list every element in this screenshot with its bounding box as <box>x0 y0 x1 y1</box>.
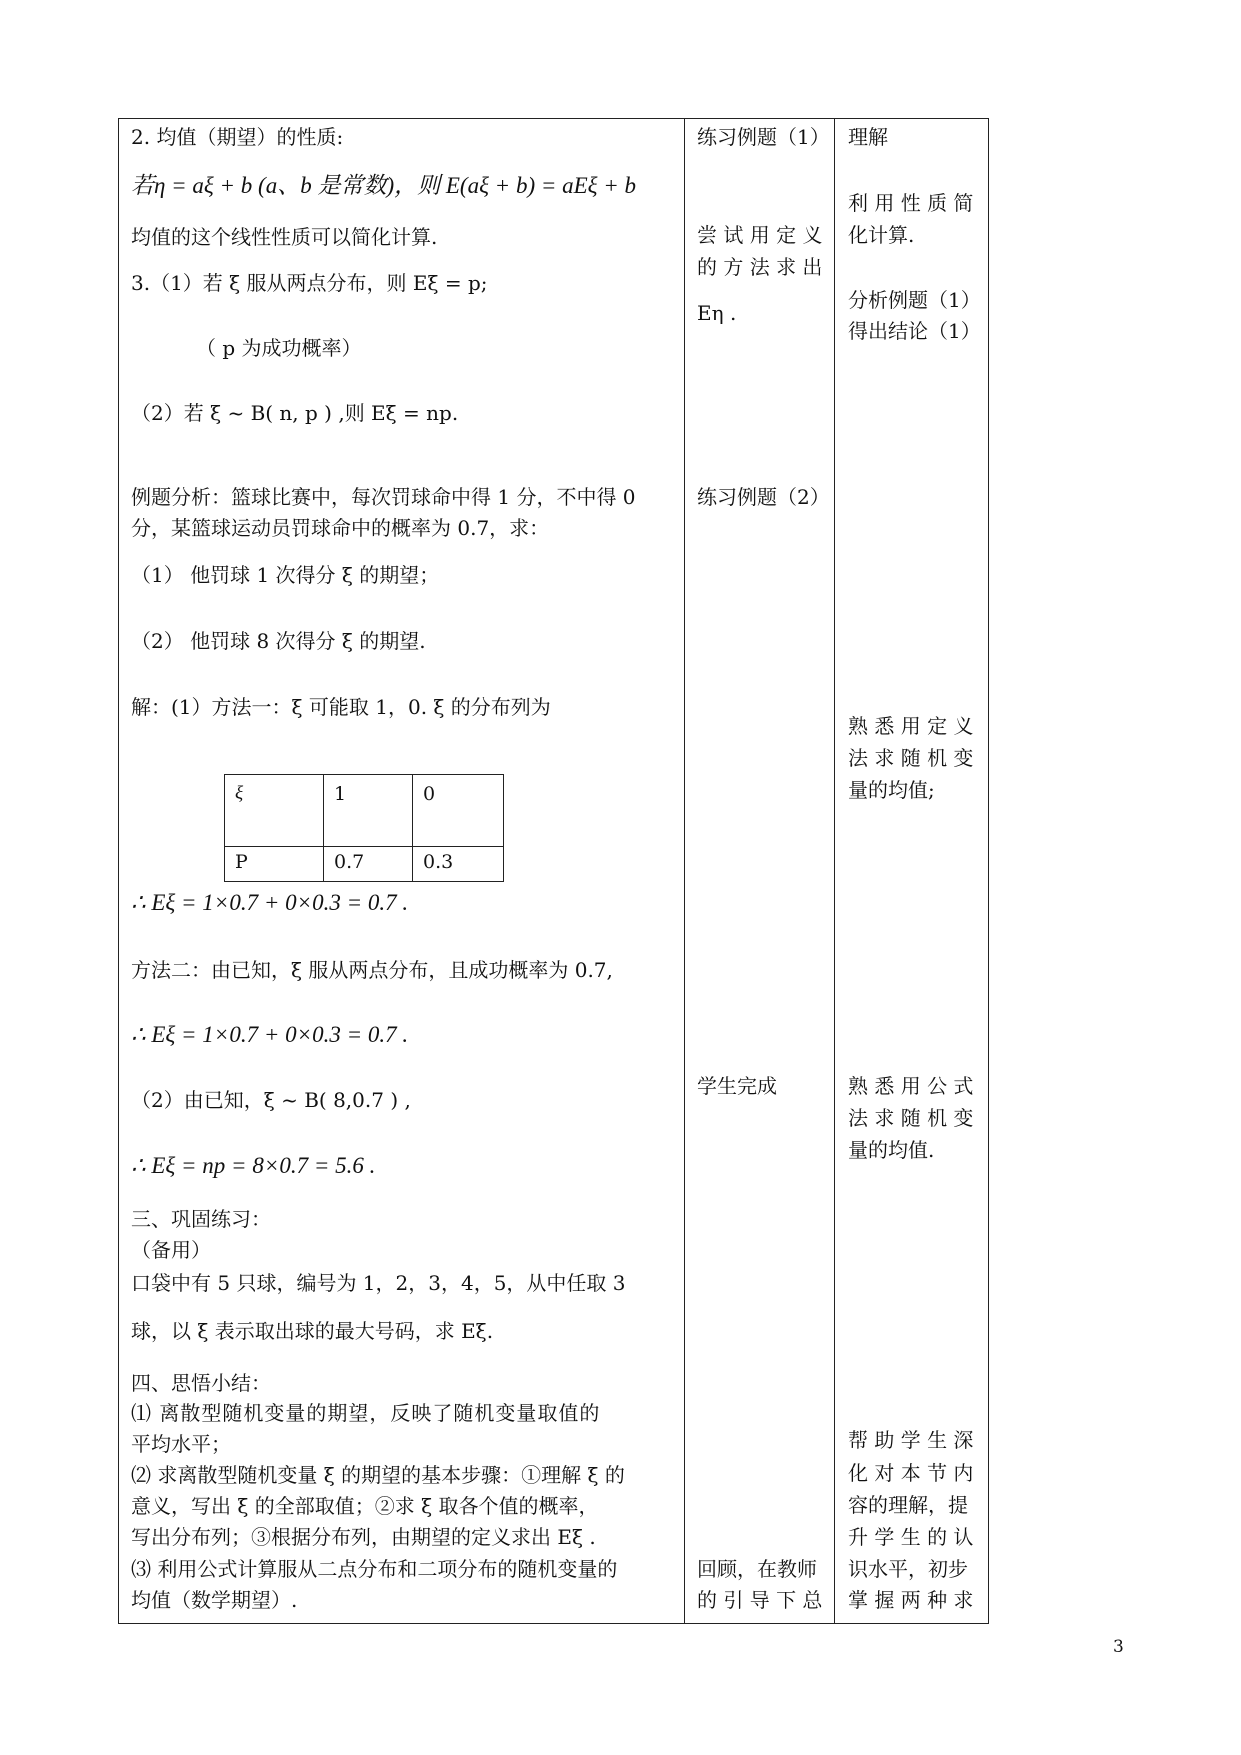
intent-summary-2: 化 对 本 节 内 <box>848 1461 974 1485</box>
property-heading: 2. 均值（期望）的性质: <box>131 125 344 149</box>
summary-item-2-line2: 意义，写出 ξ 的全部取值；②求 ξ 取各个值的概率， <box>131 1494 599 1518</box>
table-cell: 0.7 <box>324 847 413 882</box>
success-probability-note: （ p 为成功概率） <box>196 336 362 360</box>
activity-student-complete: 学生完成 <box>697 1074 777 1098</box>
intent-definition-1: 熟 悉 用 定 义 <box>848 714 974 738</box>
example-question-1: （1） 他罚球 1 次得分 ξ 的期望； <box>131 563 440 587</box>
summary-item-1-line1: ⑴ 离散型随机变量的期望，反映了随机变量取值的 <box>131 1401 601 1425</box>
table-cell: ξ <box>225 775 324 847</box>
table-cell: 0 <box>413 775 504 847</box>
intent-summary-1: 帮 助 学 生 深 <box>848 1428 974 1452</box>
summary-item-2-line3: 写出分布列；③根据分布列，由期望的定义求出 Eξ . <box>131 1525 596 1549</box>
exercise-line2: 球，以 ξ 表示取出球的最大号码，求 Eξ. <box>131 1319 494 1343</box>
two-point-expectation: 3.（1）若 ξ 服从两点分布，则 Eξ = p; <box>131 271 488 295</box>
table-cell: P <box>225 847 324 882</box>
solution-method-1: 解：(1）方法一：ξ 可能取 1，0. ξ 的分布列为 <box>131 695 551 719</box>
distribution-table <box>224 774 504 882</box>
page-number: 3 <box>1113 1637 1124 1657</box>
intent-formula-2: 法 求 随 机 变 <box>848 1106 974 1130</box>
intent-analyze-2: 得出结论（1） <box>848 319 981 343</box>
exercise-line1: 口袋中有 5 只球，编号为 1，2，3，4，5，从中任取 3 <box>131 1271 626 1295</box>
example-question-2: （2） 他罚球 8 次得分 ξ 的期望. <box>131 629 426 653</box>
table-cell: 1 <box>324 775 413 847</box>
linearity-note: 均值的这个线性性质可以简化计算. <box>131 225 438 249</box>
activity-practice-1: 练习例题（1） <box>697 125 830 149</box>
intent-summary-5: 识水平，初步 <box>848 1557 968 1581</box>
intent-formula-1: 熟 悉 用 公 式 <box>848 1074 974 1098</box>
table-cell: 0.3 <box>413 847 504 882</box>
backup-note: （备用） <box>131 1238 211 1262</box>
intent-summary-4: 升 学 生 的 认 <box>848 1525 974 1549</box>
binomial-expectation: （2）若 ξ ~ B( n, p ) ,则 Eξ = np. <box>131 401 459 425</box>
activity-review-1: 回顾，在教师 <box>697 1557 817 1581</box>
example-problem-line1: 例题分析：篮球比赛中，每次罚球命中得 1 分，不中得 0 <box>131 485 636 509</box>
activity-review-2: 的 引 导 下 总 <box>697 1588 823 1612</box>
summary-item-2-line1: ⑵ 求离散型随机变量 ξ 的期望的基本步骤：①理解 ξ 的 <box>131 1463 625 1487</box>
intent-definition-3: 量的均值; <box>848 778 935 802</box>
intent-formula-3: 量的均值. <box>848 1138 935 1162</box>
linearity-formula: 若η = aξ + b (a、b 是常数)，则 E(aξ + b) = aEξ + b <box>131 173 637 198</box>
intent-summary-6: 掌 握 两 种 求 <box>848 1588 974 1612</box>
activity-try-definition-1: 尝 试 用 定 义 <box>697 223 823 247</box>
intent-property-1: 利 用 性 质 简 <box>848 191 974 215</box>
summary-item-3-line2: 均值（数学期望）. <box>131 1588 298 1612</box>
summary-item-3-line1: ⑶ 利用公式计算服从二点分布和二项分布的随机变量的 <box>131 1557 618 1581</box>
activity-e-eta: Eη . <box>697 301 737 325</box>
column-divider-2 <box>834 118 835 1624</box>
activity-try-definition-2: 的 方 法 求 出 <box>697 255 823 279</box>
example-problem-line2: 分，某篮球运动员罚球命中的概率为 0.7，求： <box>131 516 550 540</box>
intent-analyze-1: 分析例题（1） <box>848 288 981 312</box>
solution-result-1: ∴ Eξ = 1×0.7 + 0×0.3 = 0.7 . <box>131 890 409 915</box>
activity-practice-2: 练习例题（2） <box>697 485 830 509</box>
intent-definition-2: 法 求 随 机 变 <box>848 746 974 770</box>
solution-method-2: 方法二：由已知，ξ 服从两点分布，且成功概率为 0.7, <box>131 958 613 982</box>
solution-result-2: ∴ Eξ = 1×0.7 + 0×0.3 = 0.7 . <box>131 1022 409 1047</box>
intent-understand: 理解 <box>848 125 888 149</box>
solution-result-3: ∴ Eξ = np = 8×0.7 = 5.6 . <box>131 1153 376 1178</box>
distribution-table-row <box>225 847 504 882</box>
intent-property-2: 化计算. <box>848 223 915 247</box>
intent-summary-3: 容的理解，提 <box>848 1493 968 1517</box>
summary-item-1-line2: 平均水平； <box>131 1432 231 1456</box>
solution-part-2: （2）由已知，ξ ~ B( 8,0.7 ) , <box>131 1088 411 1112</box>
column-divider-1 <box>684 118 685 1624</box>
section-consolidation: 三、巩固练习： <box>131 1207 271 1231</box>
section-summary: 四、思悟小结： <box>131 1371 271 1395</box>
distribution-table-header-row <box>225 775 504 847</box>
